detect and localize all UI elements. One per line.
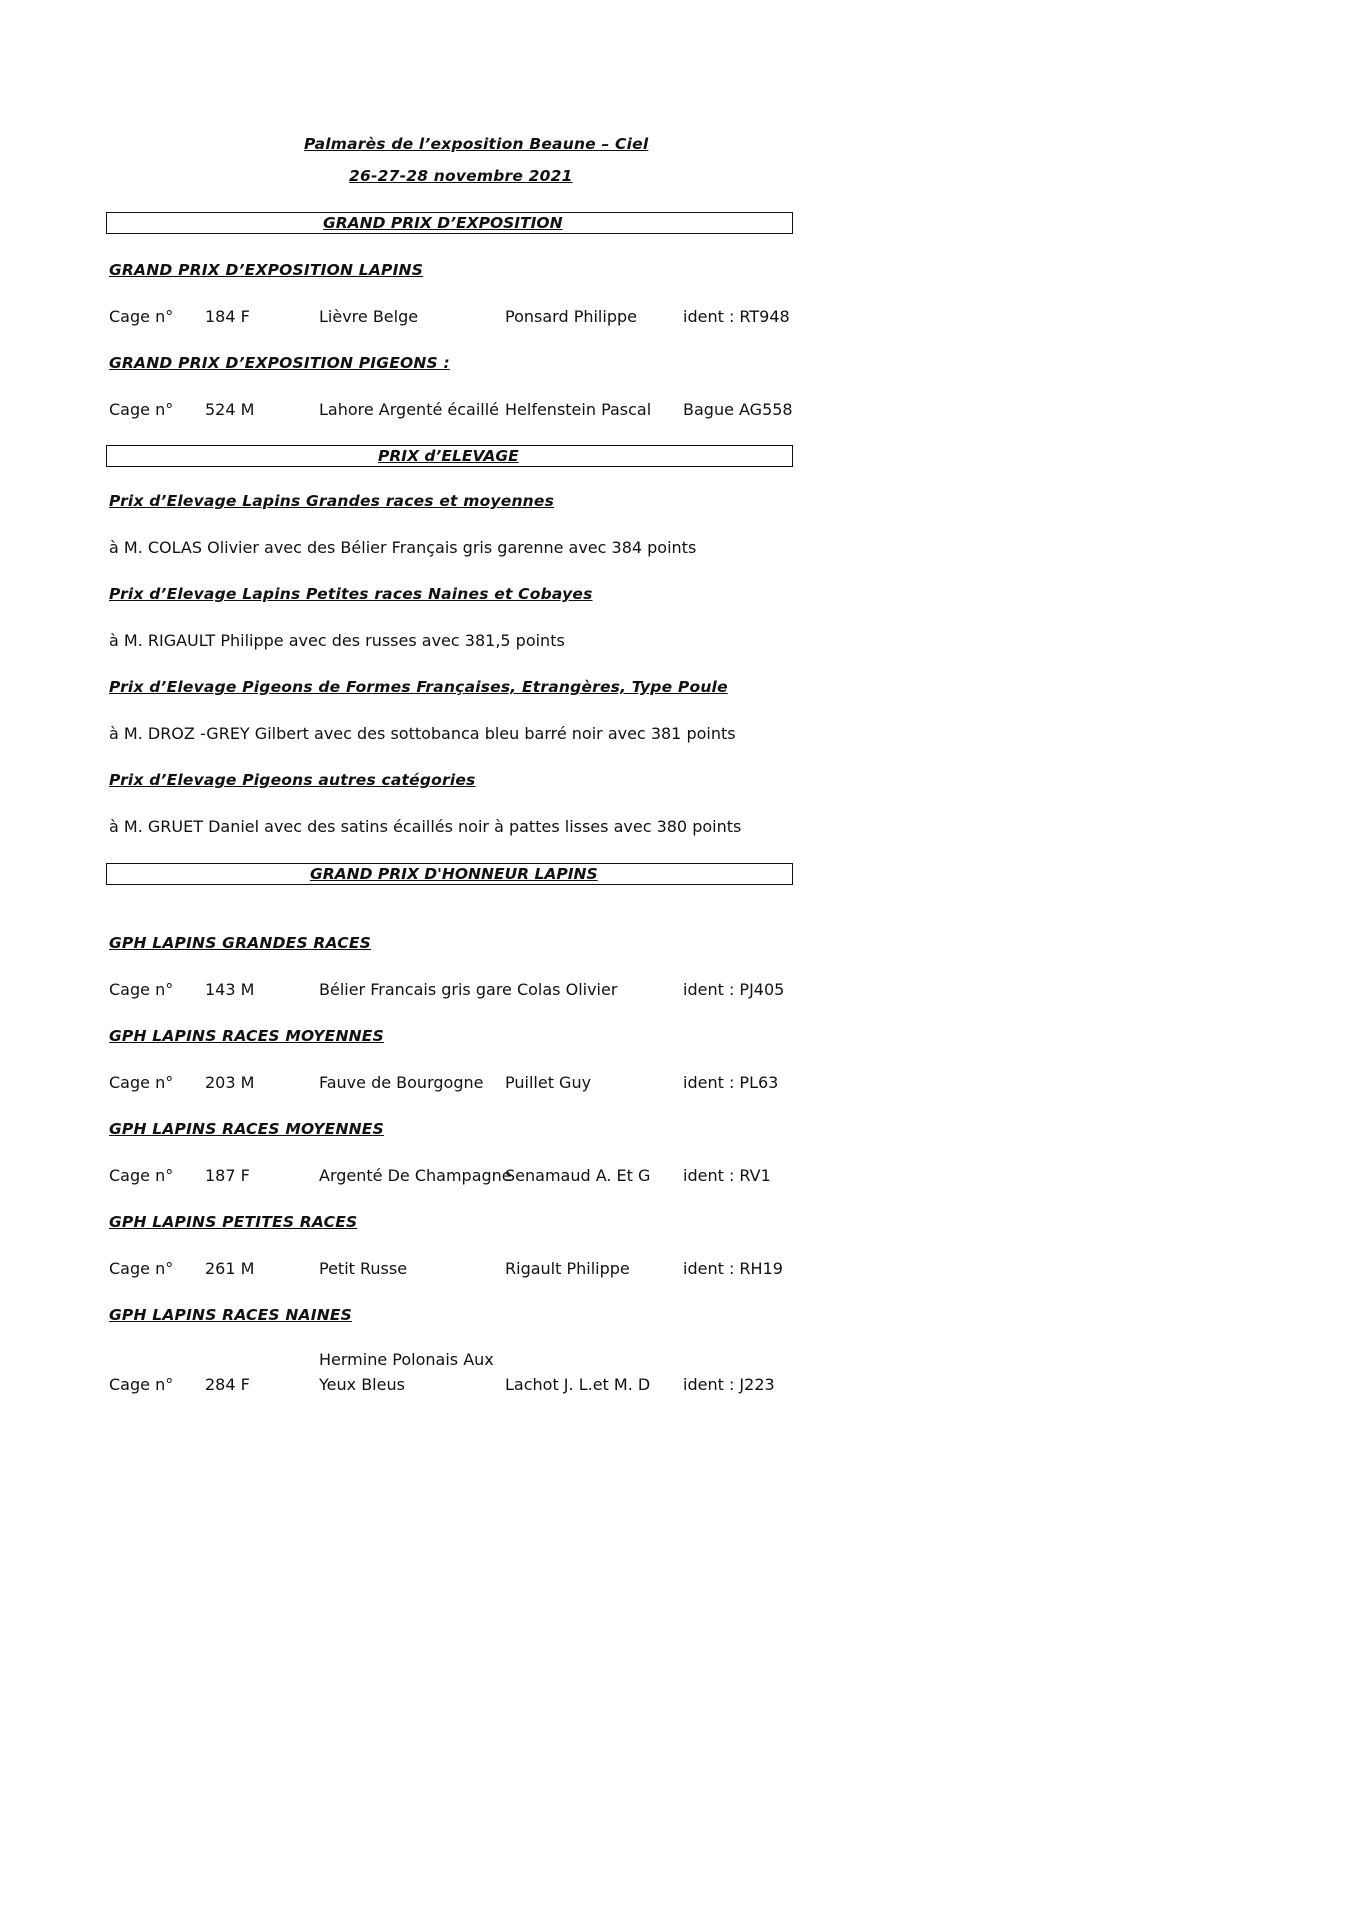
section-box-prix-elevage [106, 445, 793, 467]
cage-label: Cage n° [109, 980, 174, 999]
prix-text: à M. RIGAULT Philippe avec des russes avec 381,5 points [109, 631, 565, 650]
ident: ident : RT948 [683, 307, 790, 326]
cage-number: 203 M [205, 1073, 255, 1092]
section-box-gph [106, 863, 793, 885]
owner: Puillet Guy [505, 1073, 592, 1092]
ident: ident : PL63 [683, 1073, 779, 1092]
cage-number: 261 M [205, 1259, 255, 1278]
breed-line-2: Yeux Bleus [319, 1375, 405, 1394]
section-box-grand-prix [106, 212, 793, 234]
owner: Rigault Philippe [505, 1259, 630, 1278]
breed: Bélier Francais gris gare Colas Olivier [319, 980, 618, 999]
cage-number: 524 M [205, 400, 255, 419]
gpe-pigeons-heading: GRAND PRIX D’EXPOSITION PIGEONS : [109, 354, 450, 372]
cage-label: Cage n° [109, 1073, 174, 1092]
cage-number: 143 M [205, 980, 255, 999]
prix-heading: Prix d’Elevage Pigeons autres catégories [109, 771, 476, 789]
cage-number: 284 F [205, 1375, 250, 1394]
cage-label: Cage n° [109, 1375, 174, 1394]
prix-text: à M. COLAS Olivier avec des Bélier Français gris garenne avec 384 points [109, 538, 697, 557]
gph-heading: GPH LAPINS RACES NAINES [109, 1306, 353, 1324]
prix-text: à M. DROZ -GREY Gilbert avec des sottobanca bleu barré noir avec 381 points [109, 724, 736, 743]
breed-line-1: Hermine Polonais Aux [319, 1350, 494, 1369]
ident: ident : J223 [683, 1375, 775, 1394]
gpe-lapins-heading: GRAND PRIX D’EXPOSITION LAPINS [109, 261, 424, 279]
cage-label: Cage n° [109, 1259, 174, 1278]
gph-heading: GPH LAPINS RACES MOYENNES [109, 1120, 384, 1138]
breed: Lahore Argenté écaillé [319, 400, 500, 419]
ident: ident : PJ405 [683, 980, 785, 999]
breed: Fauve de Bourgogne [319, 1073, 484, 1092]
owner: Senamaud A. Et G [505, 1166, 651, 1185]
owner: Ponsard Philippe [505, 307, 637, 326]
cage-label: Cage n° [109, 1166, 174, 1185]
ident: ident : RH19 [683, 1259, 783, 1278]
owner: Lachot J. L.et M. D [505, 1375, 651, 1394]
prix-heading: Prix d’Elevage Pigeons de Formes Françaises, Etrangères, Type Poule [109, 678, 728, 696]
breed: Lièvre Belge [319, 307, 419, 326]
breed: Argenté De Champagne [319, 1166, 512, 1185]
section-box-title: GRAND PRIX D’EXPOSITION [323, 214, 563, 232]
breed: Petit Russe [319, 1259, 408, 1278]
cage-number: 184 F [205, 307, 250, 326]
cage-number: 187 F [205, 1166, 250, 1185]
gph-heading: GPH LAPINS RACES MOYENNES [109, 1027, 384, 1045]
section-box-title: PRIX d’ELEVAGE [378, 447, 519, 465]
gph-heading: GPH LAPINS PETITES RACES [109, 1213, 358, 1231]
prix-heading: Prix d’Elevage Lapins Grandes races et moyennes [109, 492, 555, 510]
ident: Bague AG558 [683, 400, 793, 419]
section-box-title: GRAND PRIX D'HONNEUR LAPINS [310, 865, 598, 883]
ident: ident : RV1 [683, 1166, 771, 1185]
document-title: Palmarès de l’exposition Beaune – Ciel [304, 135, 649, 153]
gph-heading: GPH LAPINS GRANDES RACES [109, 934, 372, 952]
prix-heading: Prix d’Elevage Lapins Petites races Naines et Cobayes [109, 585, 593, 603]
cage-label: Cage n° [109, 307, 174, 326]
cage-label: Cage n° [109, 400, 174, 419]
owner: Helfenstein Pascal [505, 400, 652, 419]
prix-text: à M. GRUET Daniel avec des satins écaillés noir à pattes lisses avec 380 points [109, 817, 742, 836]
document-dates: 26-27-28 novembre 2021 [349, 167, 573, 185]
